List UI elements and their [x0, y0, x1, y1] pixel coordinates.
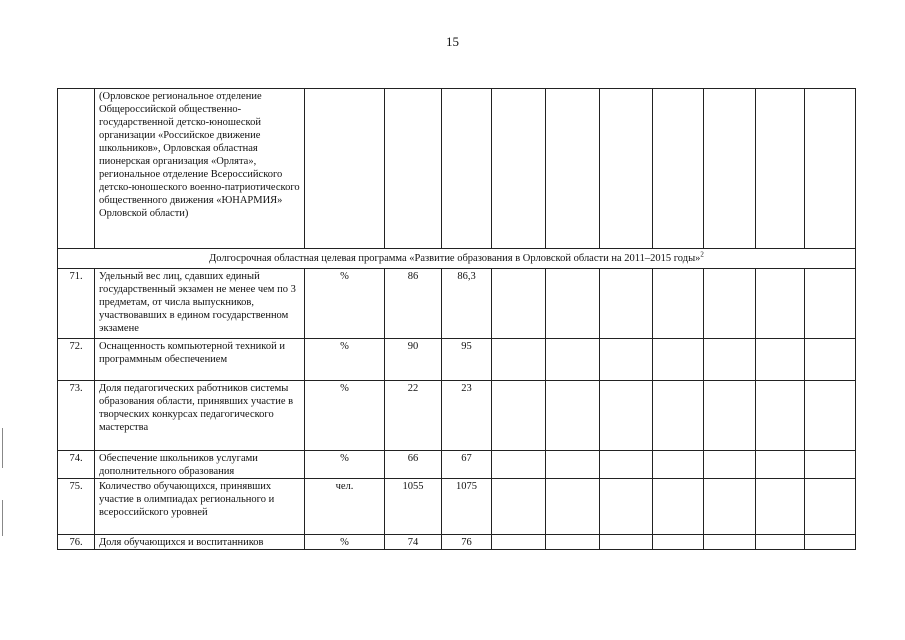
value-cell: 90 [385, 339, 442, 381]
table-row [58, 451, 856, 479]
indicator-name: Удельный вес лиц, сдавших единый государственный экзамен не менее чем по 3 предметам, от числа выпускников, участвовавших в едином государственном экзамене [95, 269, 305, 339]
value-cell: 86 [385, 269, 442, 339]
value-cell [704, 89, 756, 249]
value-cell [704, 381, 756, 451]
value-cell [756, 451, 805, 479]
row-number: 76. [58, 535, 95, 550]
value-cell [704, 451, 756, 479]
unit-cell: чел. [305, 479, 385, 535]
row-number: 75. [58, 479, 95, 535]
row-number: 72. [58, 339, 95, 381]
value-cell: 23 [442, 381, 492, 451]
scan-edge-mark [2, 428, 3, 468]
page-number: 15 [446, 34, 459, 49]
value-cell [704, 339, 756, 381]
indicators-table [57, 88, 856, 550]
value-cell [600, 479, 653, 535]
value-cell [653, 535, 704, 550]
value-cell [653, 339, 704, 381]
value-cell [546, 535, 600, 550]
table-row [58, 89, 856, 249]
indicator-name: (Орловское региональное отделение Общероссийской общественно-государственной детско-юношеской организации «Российское движение школьников», Орловская областная пионерская организация «Орлята», региональное отделение Всероссийского детско-юношеского военно-патриотического общественного движения «ЮНАРМИЯ» Орловской области) [95, 89, 305, 249]
value-cell [704, 535, 756, 550]
row-number [58, 89, 95, 249]
value-cell [704, 269, 756, 339]
value-cell [805, 339, 856, 381]
value-cell [756, 381, 805, 451]
unit-cell [305, 89, 385, 249]
value-cell: 95 [442, 339, 492, 381]
indicator-name: Оснащенность компьютерной техникой и программным обеспечением [95, 339, 305, 381]
value-cell [653, 451, 704, 479]
value-cell [492, 269, 546, 339]
value-cell [600, 269, 653, 339]
table-row [58, 381, 856, 451]
value-cell [805, 269, 856, 339]
unit-cell: % [305, 381, 385, 451]
value-cell [492, 479, 546, 535]
value-cell [805, 451, 856, 479]
value-cell: 74 [385, 535, 442, 550]
section-title-text: Долгосрочная областная целевая программа «Развитие образования в Орловской области на 2011–2015 годы» [209, 253, 701, 264]
row-number: 71. [58, 269, 95, 339]
scan-edge-mark [2, 500, 3, 536]
value-cell [600, 535, 653, 550]
value-cell [546, 479, 600, 535]
value-cell [756, 479, 805, 535]
value-cell: 1075 [442, 479, 492, 535]
unit-cell: % [305, 535, 385, 550]
value-cell: 76 [442, 535, 492, 550]
value-cell [442, 89, 492, 249]
value-cell [492, 535, 546, 550]
indicator-name: Обеспечение школьников услугами дополнительного образования [95, 451, 305, 479]
value-cell [805, 479, 856, 535]
value-cell: 86,3 [442, 269, 492, 339]
value-cell [756, 89, 805, 249]
value-cell [805, 535, 856, 550]
value-cell [653, 479, 704, 535]
value-cell: 66 [385, 451, 442, 479]
value-cell [756, 339, 805, 381]
value-cell [653, 269, 704, 339]
table-row [58, 339, 856, 381]
table-row [58, 479, 856, 535]
value-cell [385, 89, 442, 249]
value-cell [756, 535, 805, 550]
value-cell [600, 381, 653, 451]
value-cell [756, 269, 805, 339]
value-cell [492, 89, 546, 249]
section-title [58, 249, 856, 269]
table-row [58, 535, 856, 550]
value-cell [805, 89, 856, 249]
value-cell [546, 269, 600, 339]
value-cell [546, 339, 600, 381]
value-cell [546, 381, 600, 451]
unit-cell: % [305, 269, 385, 339]
value-cell [653, 381, 704, 451]
value-cell [600, 89, 653, 249]
value-cell [492, 339, 546, 381]
footnote-marker: 2 [700, 250, 704, 259]
value-cell [653, 89, 704, 249]
value-cell: 1055 [385, 479, 442, 535]
indicator-name: Доля педагогических работников системы образования области, принявших участие в творческих конкурсах педагогического мастерства [95, 381, 305, 451]
indicator-name: Количество обучающихся, принявших участие в олимпиадах регионального и всероссийского уровней [95, 479, 305, 535]
value-cell [492, 381, 546, 451]
value-cell [600, 339, 653, 381]
value-cell [546, 89, 600, 249]
value-cell [546, 451, 600, 479]
row-number: 73. [58, 381, 95, 451]
row-number: 74. [58, 451, 95, 479]
value-cell: 22 [385, 381, 442, 451]
table-row [58, 269, 856, 339]
unit-cell: % [305, 339, 385, 381]
value-cell [492, 451, 546, 479]
value-cell [600, 451, 653, 479]
section-row [58, 249, 856, 269]
indicator-name: Доля обучающихся и воспитанников [95, 535, 305, 550]
unit-cell: % [305, 451, 385, 479]
value-cell [805, 381, 856, 451]
value-cell [704, 479, 756, 535]
value-cell: 67 [442, 451, 492, 479]
